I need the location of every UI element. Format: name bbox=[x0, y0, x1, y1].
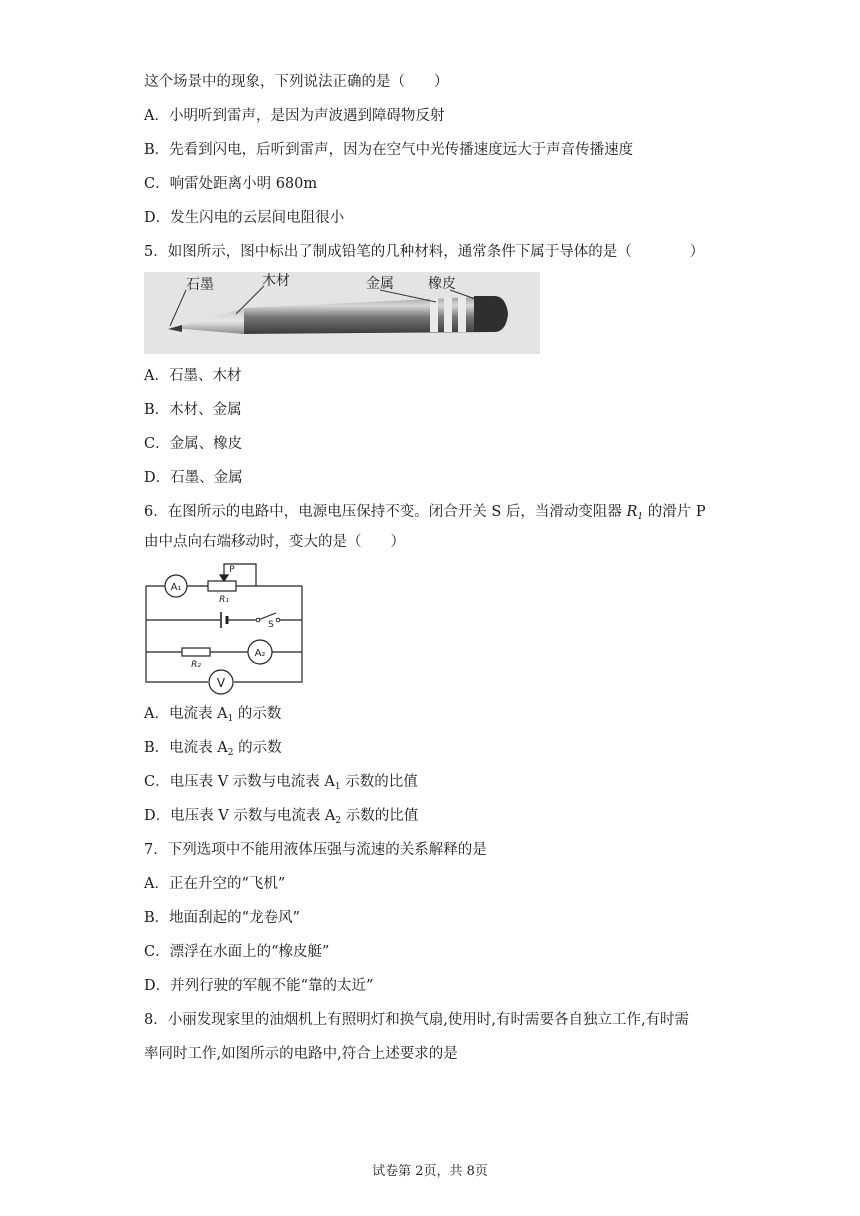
label-r1: R₁ bbox=[219, 595, 229, 605]
resistor-r1 bbox=[208, 581, 236, 591]
slider-p-arrow bbox=[220, 575, 228, 581]
q7-option-d: D．并列行驶的军舰不能“靠的太近” bbox=[144, 978, 374, 994]
q7-option-a: A．正在升空的“飞机” bbox=[144, 876, 286, 892]
q6-option-c-post: 示数的比值 bbox=[340, 774, 418, 790]
pencil-metal-band-3 bbox=[458, 297, 466, 332]
label-v: V bbox=[216, 676, 226, 690]
q6-option-d-pre: D．电压表 V 示数与电流表 A bbox=[144, 808, 336, 824]
q5-option-b: B．木材、金属 bbox=[144, 402, 242, 418]
q5-option-a: A．石墨、木材 bbox=[144, 368, 242, 384]
q6-stem-part-a: 6．在图所示的电路中，电源电压保持不变。闭合开关 S 后，当滑动变阻器 bbox=[144, 504, 627, 520]
pencil-figure bbox=[144, 272, 540, 354]
q6-option-b-sub: 2 bbox=[227, 748, 234, 758]
q6-stem-var: R bbox=[626, 504, 638, 520]
q4-option-a: A．小明听到雷声，是因为声波遇到障碍物反射 bbox=[144, 108, 445, 124]
q6-stem-line2: 由中点向右端移动时，变大的是（ ） bbox=[144, 534, 405, 550]
q7-option-b: B．地面刮起的“龙卷风” bbox=[144, 910, 300, 926]
q4-option-d: D．发生闪电的云层间电阻很小 bbox=[144, 210, 345, 226]
resistor-r2 bbox=[182, 648, 210, 656]
q6-option-c-sub: 1 bbox=[334, 782, 341, 792]
q6-option-c-pre: C．电压表 V 示数与电流表 A bbox=[144, 774, 335, 790]
q6-option-a-sub: 1 bbox=[227, 714, 234, 724]
q5-stem: 5．如图所示，图中标出了制成铅笔的几种材料，通常条件下属于导体的是（ ） bbox=[144, 244, 705, 260]
q7-stem: 7．下列选项中不能用液体压强与流速的关系解释的是 bbox=[144, 842, 487, 858]
q4-option-b: B．先看到闪电，后听到雷声，因为在空气中光传播速度远大于声音传播速度 bbox=[144, 142, 634, 158]
q6-option-c bbox=[144, 772, 418, 797]
q6-option-b-post: 的示数 bbox=[233, 740, 282, 756]
label-wood: 木材 bbox=[262, 273, 290, 289]
pencil-metal-band-2 bbox=[444, 298, 452, 332]
label-a2: A₂ bbox=[254, 648, 266, 659]
label-a1: A₁ bbox=[170, 582, 182, 593]
q7-option-c: C．漂浮在水面上的“橡皮艇” bbox=[144, 944, 330, 960]
q6-stem-part-b: 的滑片 P bbox=[643, 504, 706, 520]
label-eraser: 橡皮 bbox=[428, 276, 456, 292]
q4-stem: 这个场景中的现象，下列说法正确的是（ ） bbox=[144, 74, 449, 90]
q6-option-a-pre: A．电流表 A bbox=[144, 706, 228, 722]
q6-option-d-post: 示数的比值 bbox=[341, 808, 419, 824]
q6-stem-var-sub: 1 bbox=[637, 512, 644, 522]
q8-stem-line2: 率同时工作,如图所示的电路中,符合上述要求的是 bbox=[144, 1046, 458, 1062]
switch-s bbox=[258, 613, 276, 620]
q5-option-d: D．石墨、金属 bbox=[144, 470, 243, 486]
label-graphite: 石墨 bbox=[186, 277, 214, 293]
label-s: S bbox=[268, 620, 274, 630]
q4-option-c: C．响雷处距离小明 680m bbox=[144, 176, 318, 192]
pencil-eraser bbox=[474, 296, 508, 332]
page-footer: 试卷第 2页，共 8页 bbox=[372, 1164, 488, 1179]
q6-option-a-post: 的示数 bbox=[233, 706, 282, 722]
q6-option-b-pre: B．电流表 A bbox=[144, 740, 228, 756]
q6-option-b bbox=[144, 738, 282, 763]
pencil-metal-band-1 bbox=[430, 298, 438, 332]
label-r2: R₂ bbox=[191, 660, 201, 670]
q5-option-c: C．金属、橡皮 bbox=[144, 436, 243, 452]
q6-option-a bbox=[144, 704, 281, 729]
q6-stem-line1 bbox=[144, 502, 706, 527]
q6-option-d bbox=[144, 806, 418, 831]
q8-stem-line1: 8．小丽发现家里的油烟机上有照明灯和换气扇,使用时,有时需要各自独立工作,有时需 bbox=[144, 1012, 690, 1028]
circuit-diagram bbox=[144, 560, 306, 696]
label-metal: 金属 bbox=[366, 276, 394, 292]
label-p: P bbox=[229, 565, 235, 575]
q6-option-d-sub: 2 bbox=[335, 816, 342, 826]
